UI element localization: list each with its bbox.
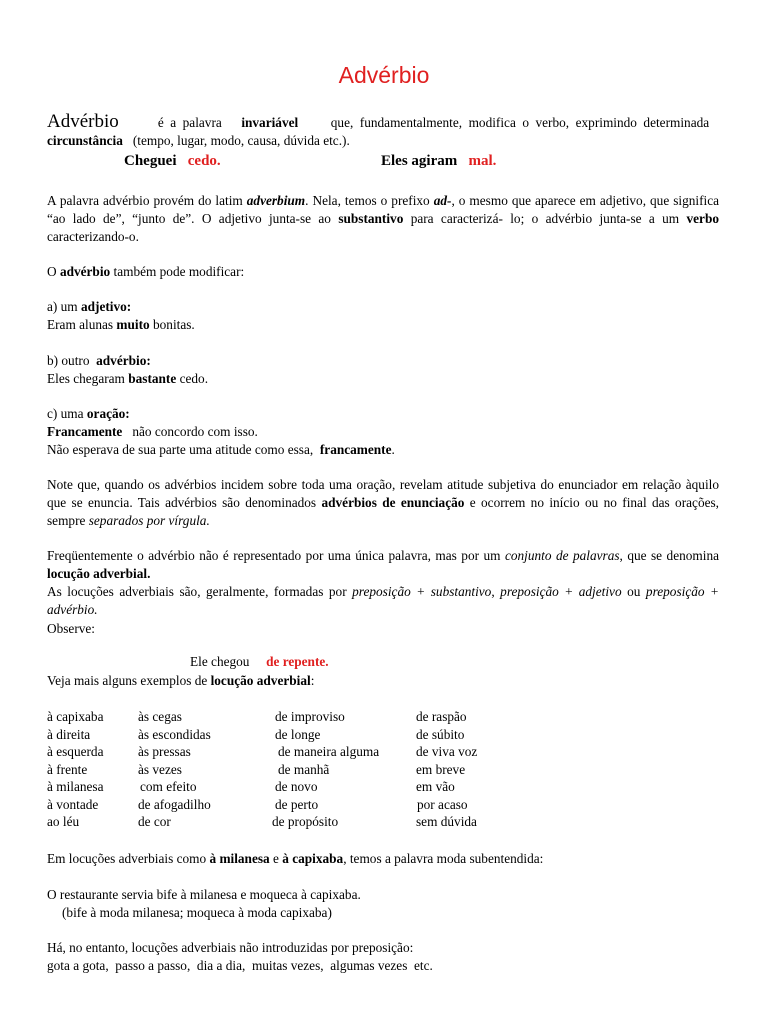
case-b-heading [47,352,719,370]
list-item: à vontade [47,796,99,812]
list-item: de novo [275,779,318,794]
case-b-ex-post: cedo. [179,371,209,386]
case-c-ex2-pre: Não esperava de sua parte uma atitude como essa, [47,442,314,457]
intro-paragraph [47,113,719,150]
case-b-head: advérbio: [96,353,151,368]
list-item: à capixaba [47,709,104,724]
more-text: Veja mais alguns exemplos de [47,673,208,688]
case-c-ex1-bold: Francamente [47,424,123,439]
etym-text-2: . Nela, temos o prefixo [305,193,430,208]
list-item: de raspão [416,709,467,724]
example-2-verb: Eles agiram [381,153,458,169]
loc-italic-4: preposição + advérbio. [47,584,719,617]
intro-invariable: invariável [241,115,299,130]
note-text-1: Note que, quando os advérbios incidem sobre toda uma oração, revelam atitude subjetiva do enunciador em relação àquilo que se enuncia. Tais advérbios são denominados [47,477,719,510]
etym-latin: adverbium [246,193,306,208]
loc-text-4: , [491,584,495,599]
loc-italic-2: preposição + substantivo [352,584,492,599]
modify-text-1: O [47,264,57,279]
etym-text-1: A palavra advérbio provém do latim [47,193,243,208]
list-item: sem dúvida [416,814,477,829]
no-preposition-line-2: gota a gota, passo a passo, dia a dia, muitas vezes, algumas vezes etc. [47,958,433,973]
loc-italic-1: conjunto de palavras [504,548,620,563]
modify-line [47,263,719,281]
intro-example-2 [381,153,496,170]
list-item: às cegas [138,709,182,724]
etym-text-4: para caracterizá- lo; o advérbio junta-se a um [410,211,680,226]
list-item: de perto [275,796,319,812]
list-item: de viva voz [416,744,478,759]
etym-text-5: caracterizando-o. [47,229,139,244]
list-item: de maneira alguma [278,744,380,759]
example-2-adverb: mal. [468,153,497,169]
loc-bold-1: locução adverbial. [47,566,151,581]
moda-text-2: e [273,851,279,866]
intro-example-1 [124,153,221,170]
list-item: de propósito [272,814,339,829]
intro-text-2: que, fundamentalmente, modifica o verbo, exprimindo determinada [330,115,710,130]
more-post: : [310,673,315,688]
case-c-ex2-bold: francamente [319,442,392,457]
modify-text-2: também pode modificar: [113,264,245,279]
case-b-example [47,370,719,388]
case-b-label: b) outro [47,353,90,368]
moda-bold-2: à capixaba [282,851,344,866]
list-item: de afogadilho [138,796,211,812]
intro-text-1: é a palavra [157,115,222,130]
list-item: à frente [47,761,88,777]
case-a-example [47,316,719,334]
loc-text-5: ou [627,584,641,599]
intro-text-3: (tempo, lugar, modo, causa, dúvida etc.). [132,133,350,148]
note-text-2: e ocorrem no início ou no final das orações, sempre [47,495,719,528]
case-c-head: oração: [86,406,130,421]
etym-noun: substantivo [338,211,404,226]
etym-verb: verbo [686,211,719,226]
modify-adverb: advérbio [59,264,111,279]
list-item: às pressas [138,744,191,759]
list-item: em breve [416,761,466,777]
loc-ex-pre: Ele chegou [190,654,250,669]
intro-circumstance: circunstância [47,133,123,148]
case-a-head: adjetivo: [80,299,132,314]
loc-ex-adverb: de repente. [266,654,329,669]
list-item: de improviso [275,709,345,724]
list-item: de manhã [278,761,330,777]
observe-label: Observe: [47,621,95,636]
loc-text-2: , que se denomina [619,548,719,563]
case-c-ex2-post: . [391,442,395,457]
list-item: de súbito [416,726,465,742]
no-preposition-line-1: Há, no entanto, locuções adverbiais não introduzidas por preposição: [47,940,414,955]
etym-text-3: , o mesmo que aparece em adjetivo, que significa “ao lado de”, “junto de”. O adjetivo junta-se ao [47,193,720,226]
moda-example-2: (bife à moda milanesa; moqueca à moda capixaba) [62,905,332,920]
examples-col-3 [272,708,412,831]
examples-col-4 [416,708,536,831]
case-a-ex-post: bonitas. [153,317,195,332]
list-item: de longe [275,726,321,742]
list-item: à esquerda [47,744,104,759]
example-1-adverb: cedo. [187,153,221,169]
moda-example-1: O restaurante servia bife à milanesa e moqueca à capixaba. [47,887,361,902]
more-bold: locução adverbial [210,673,311,688]
etym-prefix: ad- [433,193,452,208]
moda-bold-1: à milanesa [209,851,270,866]
case-b-ex-bold: bastante [128,371,177,386]
list-item: à direita [47,726,91,742]
examples-col-2 [138,708,268,831]
example-1-verb: Cheguei [124,153,177,169]
loc-text-3: As locuções adverbiais são, geralmente, formadas por [47,584,347,599]
case-c-heading [47,405,719,423]
list-item: ao léu [47,814,80,829]
list-item: às vezes [138,761,182,777]
note-italic: separados por vírgula. [88,513,210,528]
list-item: com efeito [140,779,197,794]
more-examples-line [47,672,719,690]
moda-line [47,850,719,868]
case-a-ex-pre: Eram alunas [47,317,114,332]
case-a-label: a) um [47,299,78,314]
case-b-ex-pre: Eles chegaram [47,371,125,386]
page-title: Advérbio [338,62,430,88]
locucao-paragraph [47,547,719,619]
list-item: às escondidas [138,726,211,742]
case-c-example-1 [47,423,719,441]
note-paragraph [47,476,719,530]
list-item: de cor [138,814,171,829]
list-item: por acaso [417,796,468,812]
intro-term: Advérbio [47,111,119,132]
case-a-ex-bold: muito [116,317,150,332]
case-c-label: c) uma [47,406,84,421]
note-bold: advérbios de enunciação [321,495,465,510]
case-c-ex1-post: não concordo com isso. [132,424,258,439]
examples-col-1 [47,708,147,831]
etymology-paragraph [47,192,719,246]
list-item: em vão [416,779,455,794]
loc-italic-3: preposição + adjetivo [500,584,622,599]
case-a-heading [47,298,719,316]
locucao-example [190,654,329,670]
list-item: à milanesa [47,779,104,794]
moda-text-1: Em locuções adverbiais como [47,851,207,866]
loc-text-1: Freqüentemente o advérbio não é representado por uma única palavra, mas por um [47,548,501,563]
case-c-example-2 [47,441,719,459]
moda-text-3: , temos a palavra moda subentendida: [343,851,544,866]
